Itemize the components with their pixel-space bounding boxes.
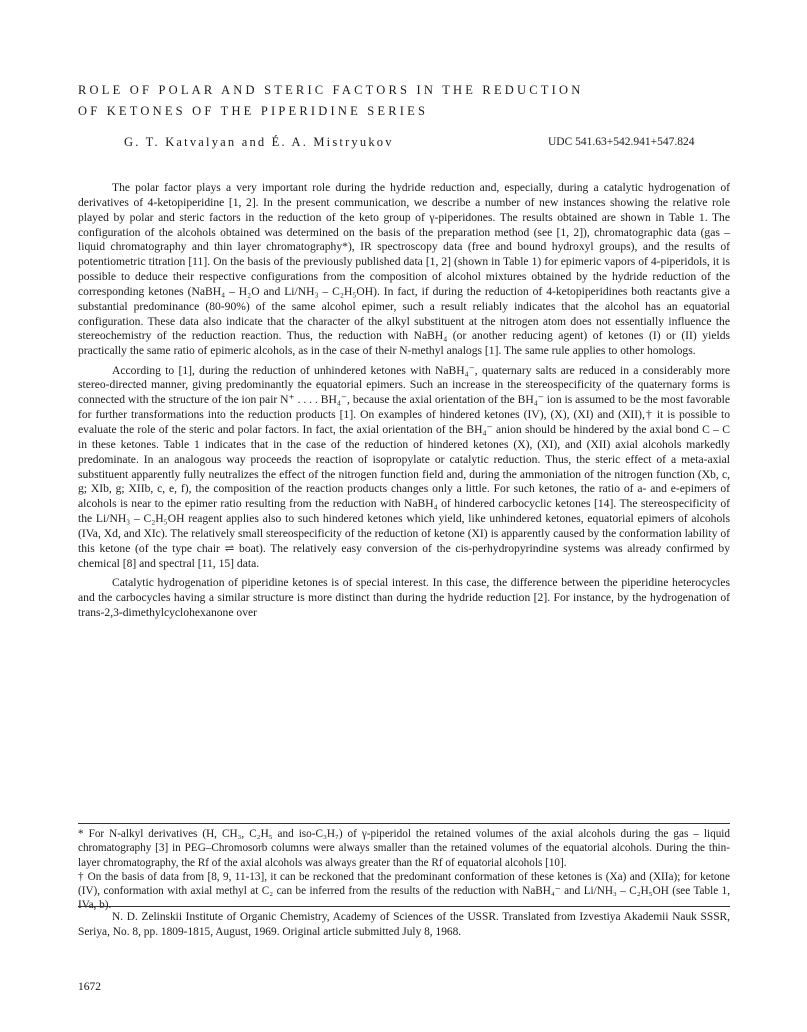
authors: G. T. Katvalyan and É. A. Mistryukov	[124, 135, 394, 149]
paragraph: Catalytic hydrogenation of piperidine ketones is of special interest. In this case, the difference between the piperidine heterocycles and the carbocycles having a similar structure is more distinct than during the hydride reduction [2]. For instance, by the hydrogenation of trans-2,3-dimethylcyclohexanone over	[78, 575, 730, 619]
paper-title	[78, 80, 758, 122]
page-number: 1672	[78, 981, 101, 993]
affiliation-text: N. D. Zelinskii Institute of Organic Chemistry, Academy of Sciences of the USSR. Translated from Izvestiya Akademii Nauk SSSR, Seriya, No. 8, pp. 1809-1815, August, 1969. Original article submitted July 8, 1968.	[78, 911, 730, 938]
footnotes	[78, 823, 730, 913]
footnote: * For N-alkyl derivatives (H, CH₃, C₂H₅ and iso-C₃H₇) of γ-piperidol the retained volumes of the axial alcohols during the gas – liquid chromatography [3] in PEG–Chromosorb columns were always smaller than the retained volumes of the equatorial alcohols. During the thin-layer chromatography, the Rf of the axial alcohols was always greater than the Rf of equatorial alcohols [10].	[78, 828, 730, 869]
footnote: † On the basis of data from [8, 9, 11-13], it can be reckoned that the predominant conformation of these ketones is (Xa) and (XIIa); for ketone (IV), conformation with axial methyl at C₂ can be inferred from the results of the reduction with NaBH₄⁻ and Li/NH₃ – C₂H₅OH (see Table 1, IVa, b).	[78, 870, 730, 912]
body-text	[78, 181, 730, 625]
title-line-1: ROLE OF POLAR AND STERIC FACTORS IN THE REDUCTION	[78, 83, 584, 97]
title-line-2: OF KETONES OF THE PIPERIDINE SERIES	[78, 104, 429, 118]
udc-code: UDC 541.63+542.941+547.824	[548, 136, 695, 148]
affiliation-note	[78, 910, 730, 939]
affiliation-divider	[78, 906, 730, 907]
paragraph: The polar factor plays a very important role during the hydride reduction and, especially, during a catalytic hydrogenation of derivatives of 4-ketopiperidine [1, 2]. In the present communication, we describe a number of new instances showing the relative role played by polar and steric factors in the reduction of the keto group of γ-piperidones. The results obtained are shown in Table 1. The configuration of the alcohols obtained was determined on the basis of the preparation method (see [1, 2]), chromatographic data (gas – liquid chromatography and thin layer chromatography*), IR spectroscopy data (free and bound hydroxyl groups), and the results of potentiometric titration [11]. On the basis of the previously published data [1, 2] (shown in Table 1) for epimeric vapors of 4-piperidols, it is possible to deduce their respective configurations from the composition of alcohol mixtures obtained by the hydride reduction of the corresponding ketones (NaBH₄ – H₂O and Li/NH₃ – C₂H₅OH). In fact, if during the reduction of 4-ketopiperidines both reactants give a substantial predominance (80-90%) of the same alcohol epimer, such a result reliably indicates that the alcohol has an equatorial configuration. These data also indicate that the character of the alkyl substituent at the nitrogen atom does not essentially influence the stereochemistry of the reduction reaction. Thus, the reduction with NaBH₄ (or another reducing agent) of ketones (I) or (II) yields practically the same ratio of epimeric alcohols, as in the case of their N-methyl analogs [1]. The same rule applies to other homologs.	[78, 181, 730, 358]
paragraph: According to [1], during the reduction of unhindered ketones with NaBH₄⁻, quaternary salts are reduced in a considerably more stereo-directed manner, giving predominantly the equatorial epimers. Such an increase in the stereospecificity of the quaternary forms is connected with the structure of the ion pair N⁺ . . . . BH₄⁻, because the axial orientation of the BH₄⁻ ion is assumed to be the most favorable for further transformations into the reduction products [1]. On examples of hindered ketones (IV), (X), (XI) and (XII),† it is possible to evaluate the role of the steric and polar factors. In fact, the axial orientation of the BH₄⁻ anion should be hindered by the axial bond C – C in these ketones. Table 1 indicates that in the case of the reduction of hindered ketones (X), (XI), and (XII) axial alcohols markedly predominate. In an analogous way proceeds the reaction of isopropylate or catalytic reduction. Thus, the steric effect of a meta-axial substituent apparently fully neutralizes the effect of the nitrogen function field and, during the ammoniation of the nitrogen function (Xb, c, g; XIb, g; XIIb, c, e, f), the composition of the reaction products changes only a little. For such ketones, the ratio of a- and e-epimers of alcohols is near to the epimer ratio resulting from the reduction with NaBH₄ of hindered carbocyclic ketones [14]. The stereospecificity of the Li/NH₃ – C₂H₅OH reagent applies also to such hindered ketones which yield, like unhindered ketones, equatorial epimers of alcohols (IVa, Xd, and XIc). The relatively small stereospecificity of the reduction of ketone (XI) is apparently caused by the conformation lability of this ketone (of the type chair ⇌ boat). The relatively easy conversion of the cis-perhydropyrindine systems was already confirmed by chemical [8] and spectral [11, 15] data.	[78, 363, 731, 570]
